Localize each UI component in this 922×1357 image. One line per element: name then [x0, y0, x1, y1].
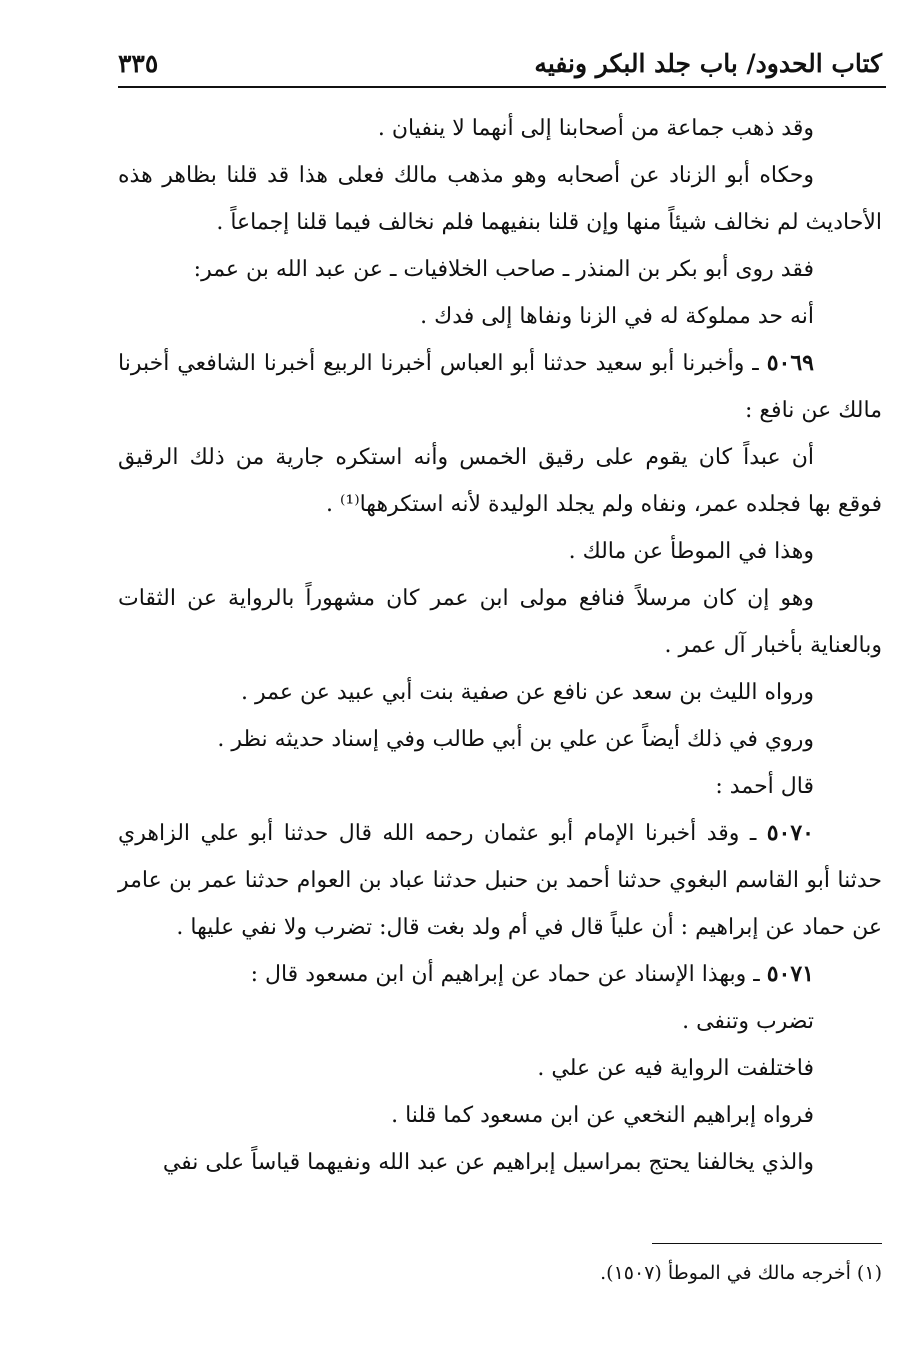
quoted-text	[118, 293, 882, 340]
hadith-number: ٥٠٦٩	[766, 350, 814, 376]
paragraph-text: وهذا في الموطأ عن مالك .	[568, 539, 814, 564]
main-text	[118, 105, 882, 1186]
paragraph-text: فقد روى أبو بكر بن المنذر ـ صاحب الخلافيات ـ عن عبد الله بن عمر:	[193, 257, 814, 282]
paragraph-text: ـ وقد أخبرنا الإمام أبو عثمان رحمه الله قال حدثنا أبو علي الزاهري حدثنا أبو القاسم البغوي حدثنا أحمد بن حنبل حدثنا عباد بن العوام حدثنا عمر بن عامر عن حماد عن إبراهيم : أن علياً قال في أم ولد بغت قال: تضرب ولا نفي عليها .	[118, 821, 882, 940]
hadith-entry	[118, 810, 882, 951]
hadith-number: ٥٠٧١	[766, 961, 814, 987]
footnote-text: (١) أخرجه مالك في الموطأ (١٥٠٧).	[600, 1262, 882, 1284]
hadith-entry	[118, 340, 882, 434]
paragraph	[118, 763, 882, 810]
running-title: كتاب الحدود/ باب جلد البكر ونفيه	[534, 48, 882, 78]
paragraph-text: تضرب وتنفى .	[682, 1009, 814, 1034]
paragraph	[118, 105, 882, 152]
page-header	[118, 40, 882, 86]
paragraph	[118, 152, 882, 246]
paragraph	[118, 1092, 882, 1139]
quoted-text	[118, 434, 882, 528]
paragraph-text: فاختلفت الرواية فيه عن علي .	[537, 1056, 814, 1081]
paragraph	[118, 716, 882, 763]
paragraph-text: ـ وأخبرنا أبو سعيد حدثنا أبو العباس أخبرنا الربيع أخبرنا الشافعي أخبرنا مالك عن نافع :	[118, 351, 882, 423]
paragraph	[118, 669, 882, 716]
header-divider	[118, 86, 886, 88]
footnote	[118, 1258, 882, 1288]
paragraph-text: وهو إن كان مرسلاً فنافع مولى ابن عمر كان مشهوراً بالرواية عن الثقات وبالعناية بأخبار آل عمر .	[118, 586, 882, 658]
paragraph-text: ورواه الليث بن سعد عن نافع عن صفية بنت أبي عبيد عن عمر .	[240, 680, 814, 705]
paragraph	[118, 246, 882, 293]
paragraph	[118, 575, 882, 669]
paragraph-text: قال أحمد :	[715, 774, 814, 799]
paragraph-text: وحكاه أبو الزناد عن أصحابه وهو مذهب مالك فعلى هذا قد قلنا بظاهر هذه الأحاديث لم نخالف شيئاً منها وإن قلنا بنفيهما فلم نخالف فيما قلنا إجماعاً .	[118, 163, 882, 235]
paragraph	[118, 528, 882, 575]
paragraph	[118, 1045, 882, 1092]
footnote-divider	[652, 1243, 882, 1244]
paragraph-text: أنه حد مملوكة له في الزنا ونفاها إلى فدك .	[420, 304, 814, 329]
paragraph-text: فرواه إبراهيم النخعي عن ابن مسعود كما قلنا .	[391, 1103, 814, 1128]
paragraph	[118, 1139, 882, 1186]
paragraph-text: وروي في ذلك أيضاً عن علي بن أبي طالب وفي إسناد حديثه نظر .	[217, 727, 814, 752]
paragraph-text: وقد ذهب جماعة من أصحابنا إلى أنهما لا ينفيان .	[377, 116, 814, 141]
paragraph-text: والذي يخالفنا يحتج بمراسيل إبراهيم عن عبد الله ونفيهما قياساً على نفي	[162, 1150, 814, 1175]
quoted-text	[118, 998, 882, 1045]
hadith-number: ٥٠٧٠	[766, 820, 814, 846]
page-number: ٣٣٥	[118, 48, 159, 78]
hadith-entry	[118, 951, 882, 998]
paragraph-text: أن عبداً كان يقوم على رقيق الخمس وأنه استكره جارية من ذلك الرقيق فوقع بها فجلده عمر، ونفاه ولم يجلد الوليدة لأنه استكرهها⁽¹⁾ .	[118, 445, 882, 517]
paragraph-text: ـ وبهذا الإسناد عن حماد عن إبراهيم أن ابن مسعود قال :	[250, 962, 767, 987]
